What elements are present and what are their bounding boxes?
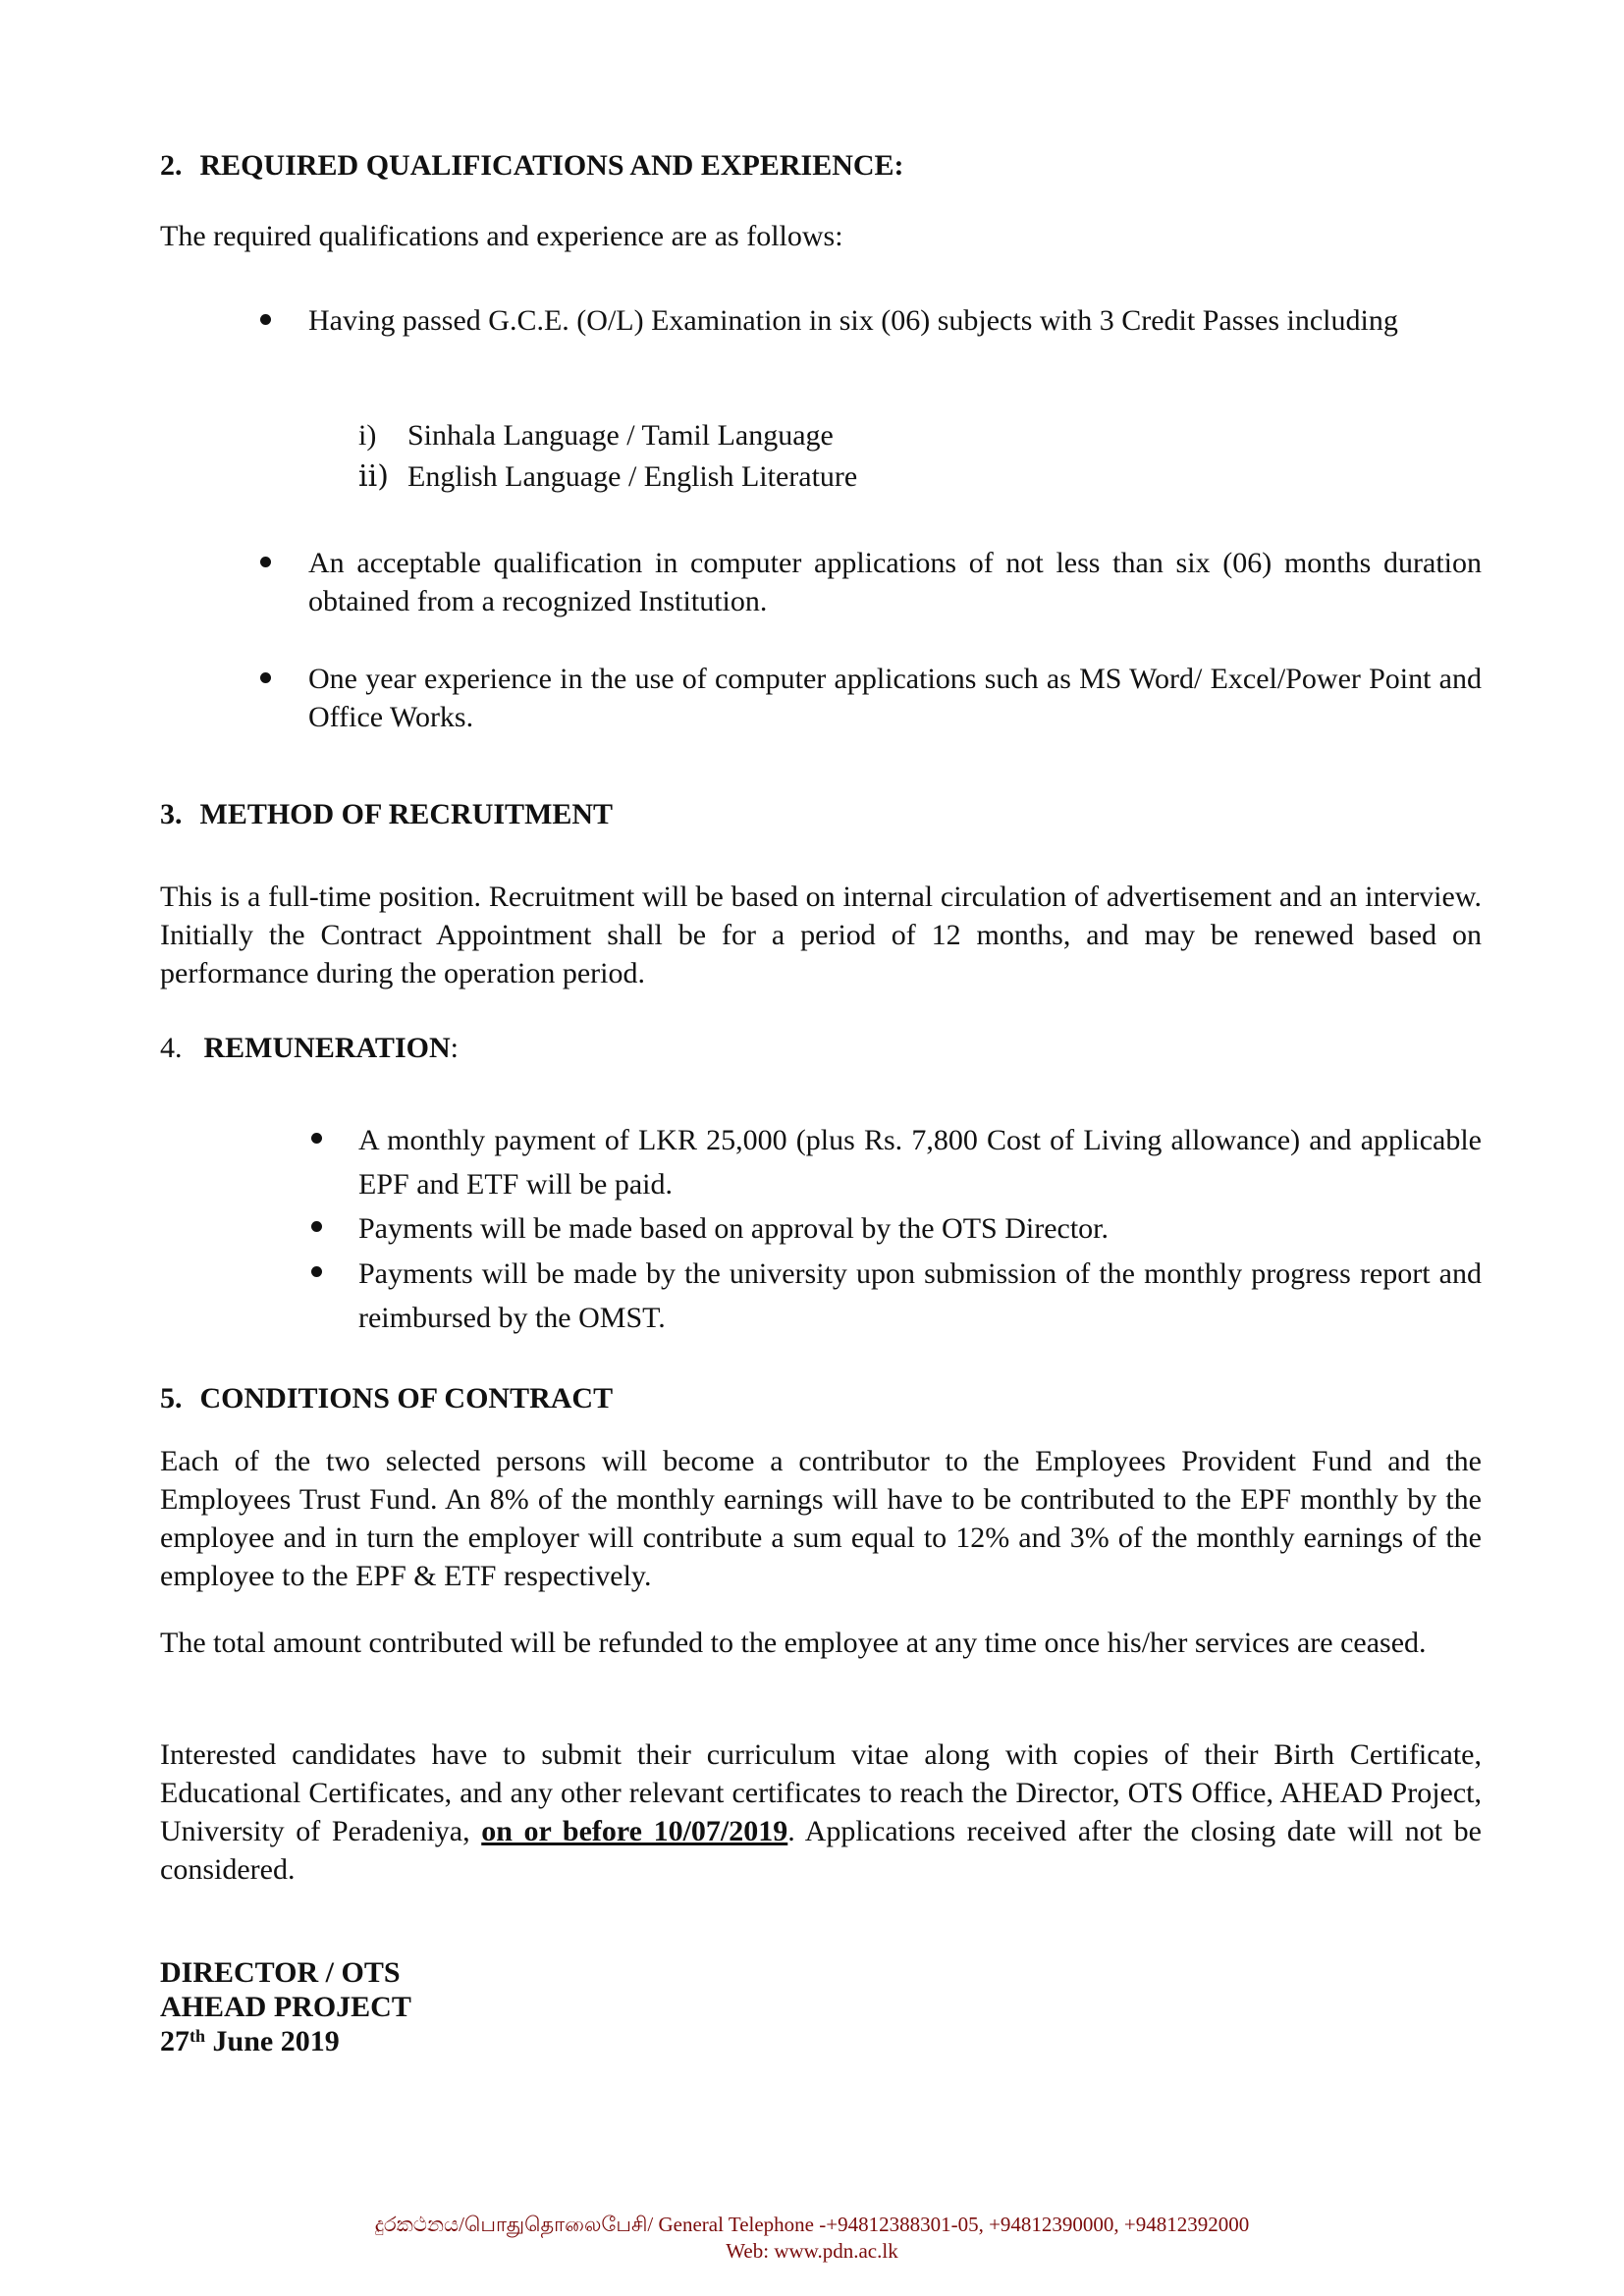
deadline-date: on or before 10/07/2019: [481, 1815, 788, 1847]
conditions-paragraph-3: [160, 1735, 1482, 1889]
conditions-paragraph-2: The total amount contributed will be refunded to the employee at any time once his/her services are ceased.: [160, 1627, 1427, 1659]
section-2-number: 2.: [160, 149, 183, 182]
conditions-paragraph-1: Each of the two selected persons will become a contributor to the Employees Provident Fund and the Employees Trust Fund. An 8% of the monthly earnings will have to be contributed to the EPF monthly by the employee and in turn the employer will contribute a sum equal to 12% and 3% of the monthly earnings of the employee to the EPF & ETF respectively.: [160, 1445, 1482, 1592]
sub-item-text-1: Sinhala Language / Tamil Language: [407, 419, 834, 452]
section-4-colon: :: [450, 1032, 459, 1064]
section-4-heading: [160, 1029, 459, 1067]
bullet-icon: [311, 1133, 322, 1144]
bullet-icon: [311, 1266, 322, 1277]
closing-note: . Applications received after the closing date will not be considered.: [160, 1815, 1482, 1886]
sub-item-numeral-2: ii): [358, 459, 389, 494]
section-4-number: 4.: [160, 1032, 183, 1064]
section-5-heading: [160, 1379, 613, 1417]
qualifications-intro: The required qualifications and experience are as follows:: [160, 220, 843, 252]
section-3-number: 3.: [160, 798, 183, 830]
section-3-title: METHOD OF RECRUITMENT: [199, 798, 614, 830]
section-2-title: REQUIRED QUALIFICATIONS AND EXPERIENCE:: [199, 149, 904, 182]
date-day: 27: [160, 2025, 189, 2057]
application-instructions: Interested candidates have to submit their curriculum vitae along with copies of their Birth Certificate, Educational Certificates, and any other relevant certificates to reach the Director, OTS Office, AHEAD Project, University of Peradeniya,: [160, 1738, 1482, 1847]
section-4-title: REMUNERATION: [203, 1032, 451, 1064]
method-body: This is a full-time position. Recruitment will be based on internal circulation of advertisement and an interview. Initially the Contract Appointment shall be for a period of 12 months, and may be renewed based on performance during the operation period.: [160, 881, 1482, 989]
page-footer: [0, 2212, 1624, 2265]
bullet-icon: [311, 1221, 322, 1232]
section-5-number: 5.: [160, 1382, 183, 1415]
footer-web: Web: www.pdn.ac.lk: [726, 2239, 898, 2263]
section-3-heading: [160, 795, 613, 833]
footer-telephone: දුරකථනය/பொதுதொலைபேசி/ General Telephone -+94812388301-05, +94812390000, +94812392000: [374, 2213, 1250, 2236]
remuneration-bullet-2: Payments will be made based on approval by the OTS Director.: [358, 1212, 1109, 1245]
date-suffix: th: [189, 2026, 206, 2046]
signature-block: [160, 1955, 411, 2058]
bullet-icon: [260, 557, 271, 567]
date-rest: June 2019: [205, 2025, 340, 2057]
qualification-bullet-1: Having passed G.C.E. (O/L) Examination in six (06) subjects with 3 Credit Passes including: [308, 304, 1398, 337]
remuneration-bullet-1: A monthly payment of LKR 25,000 (plus Rs. 7,800 Cost of Living allowance) and applicable EPF and ETF will be paid.: [358, 1124, 1482, 1201]
bullet-icon: [260, 672, 271, 683]
signature-title: DIRECTOR / OTS: [160, 1956, 401, 1989]
sub-item-text-2: English Language / English Literature: [407, 460, 858, 493]
section-5-title: CONDITIONS OF CONTRACT: [199, 1382, 614, 1415]
qualification-bullet-3: One year experience in the use of computer applications such as MS Word/ Excel/Power Point and Office Works.: [308, 663, 1482, 733]
section-2-heading: [160, 146, 904, 185]
signature-project: AHEAD PROJECT: [160, 1991, 411, 2023]
bullet-icon: [260, 314, 271, 325]
sub-item-numeral-1: i): [358, 419, 377, 452]
signature-date: [160, 2024, 411, 2058]
remuneration-bullet-3: Payments will be made by the university upon submission of the monthly progress report and reimbursed by the OMST.: [358, 1257, 1482, 1334]
qualification-bullet-2: An acceptable qualification in computer applications of not less than six (06) months duration obtained from a recognized Institution.: [308, 547, 1482, 617]
